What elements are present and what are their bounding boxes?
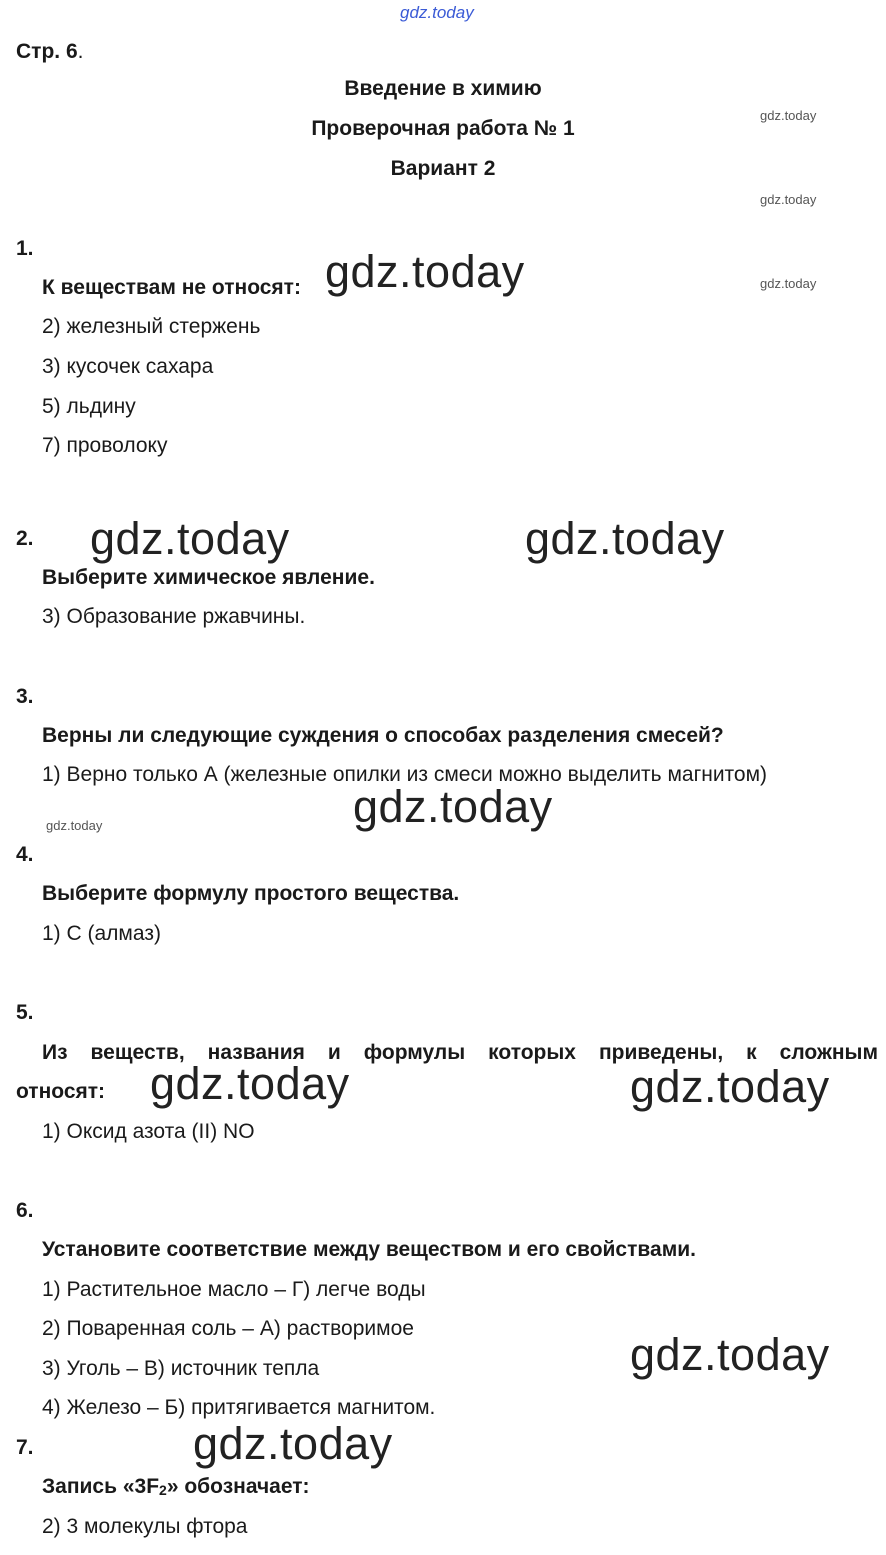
watermark-small: gdz.today: [760, 192, 817, 207]
topic-title: Введение в химию: [344, 77, 542, 100]
answer-item: 2) железный стержень: [42, 315, 261, 338]
answer-item: 2) 3 молекулы фтора: [42, 1515, 248, 1538]
question-number: 6.: [16, 1199, 34, 1222]
answer-item: 3) Образование ржавчины.: [42, 605, 306, 628]
answer-item: 1) Растительное масло – Г) легче воды: [42, 1278, 426, 1301]
watermark-large: gdz.today: [630, 1061, 830, 1112]
answer-item: 5) льдину: [42, 395, 136, 418]
watermark-large: gdz.today: [150, 1058, 350, 1109]
variant-title: Вариант 2: [390, 157, 496, 180]
question-prompt: Верны ли следующие суждения о способах разделения смесей?: [42, 724, 724, 747]
question-prompt-continued: относят:: [16, 1080, 106, 1103]
question-number: 1.: [16, 237, 34, 260]
answer-item: 4) Железо – Б) притягивается магнитом.: [42, 1396, 436, 1419]
question-prompt: К веществам не относят:: [42, 276, 301, 299]
watermark-large: gdz.today: [353, 781, 553, 832]
question-prompt: Из веществ, названия и формулы которых приведены, к сложным: [42, 1041, 878, 1064]
answer-item: 2) Поваренная соль – А) растворимое: [42, 1317, 414, 1340]
question-prompt: Выберите химическое явление.: [42, 566, 375, 589]
watermark-large: gdz.today: [325, 246, 525, 297]
answer-item: 1) Верно только А (железные опилки из смеси можно выделить магнитом): [42, 763, 768, 786]
watermark-large: gdz.today: [525, 513, 725, 564]
answer-item: 3) Уголь – В) источник тепла: [42, 1357, 320, 1380]
watermark-small: gdz.today: [46, 818, 103, 833]
answer-item: 1) С (алмаз): [42, 922, 161, 945]
watermark-small: gdz.today: [760, 108, 817, 123]
watermark-top: gdz.today: [400, 3, 474, 22]
work-title: Проверочная работа № 1: [311, 117, 575, 140]
watermark-large: gdz.today: [90, 513, 290, 564]
question-number: 4.: [16, 843, 34, 866]
answer-item: 1) Оксид азота (II) NO: [42, 1120, 255, 1143]
question-prompt: Выберите формулу простого вещества.: [42, 882, 460, 905]
question-number: 2.: [16, 527, 34, 550]
watermark-small: gdz.today: [760, 276, 817, 291]
question-number: 5.: [16, 1001, 34, 1024]
question-prompt: Установите соответствие между веществом и его свойствами.: [42, 1238, 696, 1261]
answer-item: 3) кусочек сахара: [42, 355, 214, 378]
watermark-large: gdz.today: [630, 1329, 830, 1380]
question-prompt: Запись «$3F_2$» обозначает:: [42, 1475, 310, 1498]
page-label: Стр. 6.: [16, 40, 84, 63]
watermark-large: gdz.today: [193, 1418, 393, 1469]
question-number: 3.: [16, 685, 34, 708]
answer-item: 7) проволоку: [42, 434, 168, 457]
question-number: 7.: [16, 1436, 34, 1459]
